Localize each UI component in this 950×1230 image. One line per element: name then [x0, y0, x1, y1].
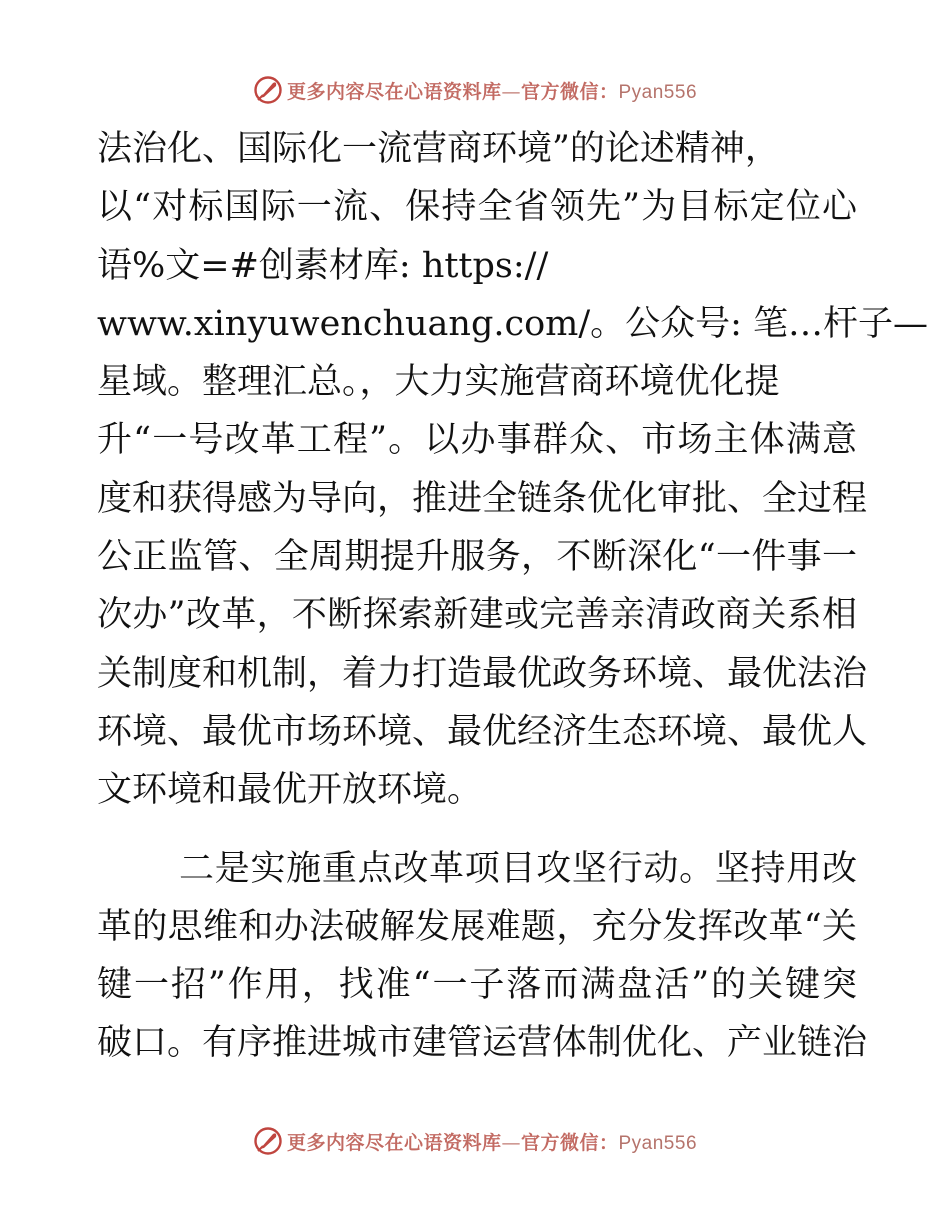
banner-wechat-id: Pyan556 — [618, 1132, 698, 1154]
text-line: 键一招”作用，找准“一子落而满盘活”的关键突 — [97, 965, 857, 1006]
footer-watermark-text — [287, 1128, 697, 1155]
banner-subtitle: 官方微信： — [520, 80, 619, 103]
text-line: 升“一号改革工程”。以办事群众、市场主体满意 — [97, 420, 857, 461]
banner-title: 更多内容尽在心语资料库 — [286, 1131, 502, 1154]
text-line: 革的思维和办法破解发展难题，充分发挥改革“关 — [97, 906, 857, 947]
text-line: 文环境和最优开放环境。 — [97, 770, 483, 811]
paragraph-2 — [97, 840, 868, 1073]
text-line: 破口。有序推进城市建管运营体制优化、产业链治 — [97, 1023, 868, 1064]
banner-wechat-id: Pyan556 — [618, 81, 698, 103]
text-line: www.xinyuwenchuang.com/。公众号: 笔…杆子— — [97, 303, 929, 344]
text-line: 法治化、国际化一流营商环境”的论述精神， — [97, 129, 780, 169]
footer-watermark-banner — [0, 1123, 950, 1159]
text-line: 环境、最优市场环境、最优经济生态环境、最优人 — [97, 711, 868, 752]
banner-title: 更多内容尽在心语资料库 — [286, 80, 502, 103]
banner-separator: — — [501, 1131, 521, 1154]
text-line: 度和获得感为导向，推进全链条优化审批、全过程 — [97, 478, 868, 519]
document-body — [97, 120, 929, 1073]
text-line: 二是实施重点改革项目攻坚行动。坚持用改 — [179, 848, 857, 889]
header-watermark-banner — [0, 72, 950, 108]
text-line: 次办”改革，不断探索新建或完善亲清政商关系相 — [97, 595, 857, 636]
banner-subtitle: 官方微信： — [520, 1131, 619, 1154]
text-line: 公正监管、全周期提升服务，不断深化“一件事一 — [97, 537, 857, 578]
quill-logo-icon — [253, 75, 283, 105]
text-line: 语%文=#创素材库: https:// — [97, 245, 549, 286]
paragraph-1 — [97, 120, 929, 820]
header-watermark-text — [287, 77, 697, 104]
text-line: 关制度和机制，着力打造最优政务环境、最优法治 — [97, 653, 868, 694]
text-line: 以“对标国际一流、保持全省领先”为目标定位心 — [97, 187, 857, 228]
quill-logo-icon — [253, 1126, 283, 1156]
banner-separator: — — [501, 80, 521, 103]
text-line: 星域。整理汇总。，大力实施营商环境优化提 — [97, 362, 780, 403]
